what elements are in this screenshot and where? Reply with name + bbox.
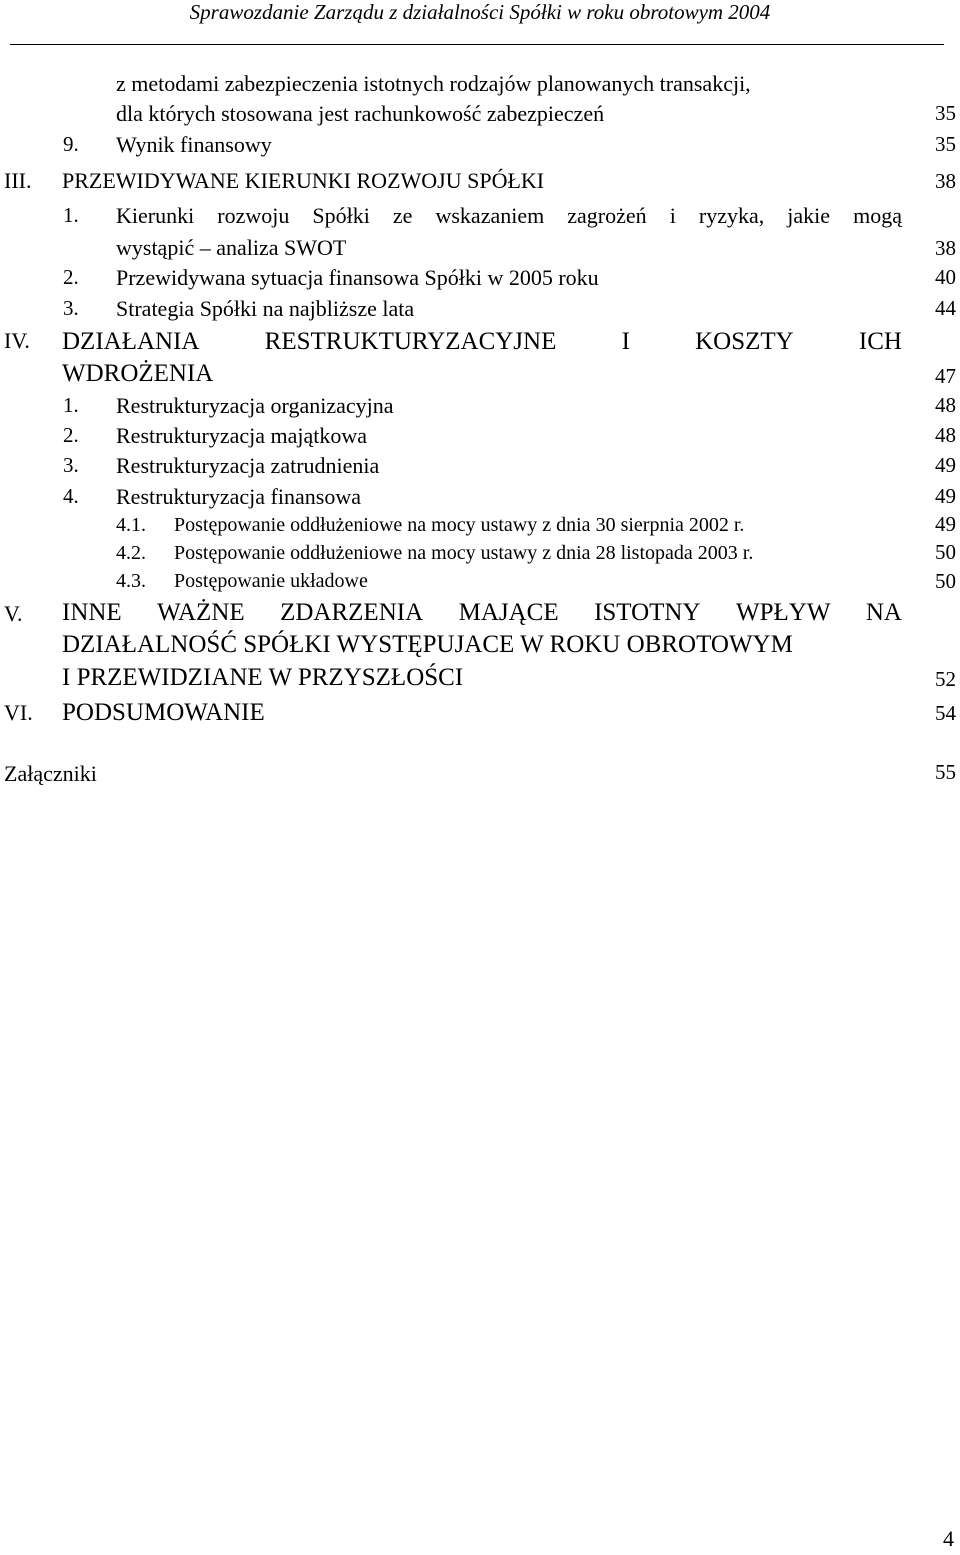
toc-page-number: 38	[935, 169, 956, 193]
toc-annex-title: Załączniki	[4, 761, 97, 786]
toc-word: INNE	[62, 599, 122, 626]
toc-section-title-line: I PRZEWIDZIANE W PRZYSZŁOŚCI	[62, 664, 464, 691]
toc-word: I	[621, 328, 630, 355]
toc-entry-number: 1.	[63, 203, 79, 227]
toc-section-title-line	[62, 600, 902, 625]
toc-entry-title: Przewidywana sytuacja finansowa Spółki w 2005 roku	[116, 265, 599, 290]
toc-page-number: 55	[935, 760, 956, 784]
toc-word: rozwoju	[217, 203, 290, 228]
toc-word: ryzyka,	[698, 203, 765, 228]
toc-word: RESTRUKTURYZACYJNE	[264, 328, 557, 355]
toc-entry-number: 9.	[63, 132, 79, 156]
toc-entry-title-line: dla których stosowana jest rachunkowość zabezpieczeń	[116, 101, 605, 126]
toc-entry-number: 3.	[63, 453, 79, 477]
toc-page-number: 49	[935, 484, 956, 508]
toc-page-number: 38	[935, 236, 956, 260]
toc-section-number: VI.	[4, 700, 33, 725]
toc-entry-title-line	[116, 205, 902, 227]
toc-entry-title: Restrukturyzacja finansowa	[116, 484, 361, 509]
toc-entry-number: 1.	[63, 393, 79, 417]
toc-entry-number: 2.	[63, 265, 79, 289]
toc-word: NA	[865, 599, 902, 626]
toc-section-title-line: DZIAŁALNOŚĆ SPÓŁKI WYSTĘPUJACE W ROKU OBROTOWYM	[62, 631, 793, 658]
toc-section-number: III.	[4, 168, 32, 193]
toc-entry-title: Wynik finansowy	[116, 132, 272, 157]
toc-subentry-title: Postępowanie układowe	[174, 570, 368, 592]
toc-word: ICH	[858, 328, 902, 355]
toc-page-number: 50	[935, 569, 956, 593]
toc-word: mogą	[853, 203, 902, 228]
toc-entry-title: Restrukturyzacja organizacyjna	[116, 393, 394, 418]
toc-word: i	[669, 203, 676, 228]
toc-word: jakie	[787, 203, 831, 228]
toc-subentry-number: 4.3.	[116, 570, 146, 592]
toc-word: Spółki	[312, 203, 370, 228]
toc-page-number: 52	[935, 667, 956, 691]
toc-page-number: 54	[935, 701, 956, 725]
toc-entry-title: Restrukturyzacja majątkowa	[116, 423, 368, 448]
toc-word: ISTOTNY	[594, 599, 701, 626]
toc-word: zagrożeń	[567, 203, 647, 228]
toc-subentry-number: 4.1.	[116, 514, 146, 536]
toc-entry-number: 4.	[63, 484, 79, 508]
toc-word: WPŁYW	[736, 599, 831, 626]
toc-entry-number: 2.	[63, 423, 79, 447]
toc-word: MAJĄCE	[458, 599, 559, 626]
toc-entry-title-line: z metodami zabezpieczenia istotnych rodzajów planowanych transakcji,	[116, 71, 751, 96]
toc-page-number: 48	[935, 393, 956, 417]
toc-word: Kierunki	[116, 203, 195, 228]
toc-section-number: V.	[4, 601, 23, 626]
toc-word: wskazaniem	[435, 203, 545, 228]
toc-section-title-line: WDROŻENIA	[62, 360, 214, 387]
page-number: 4	[943, 1526, 954, 1551]
toc-page-number: 50	[935, 540, 956, 564]
toc-page-number: 35	[935, 101, 956, 125]
header-rule	[10, 44, 944, 45]
toc-entry-title: Strategia Spółki na najbliższe lata	[116, 296, 415, 321]
toc-word: DZIAŁANIA	[62, 328, 200, 355]
page-header: Sprawozdanie Zarządu z działalności Spółki w roku obrotowym 2004	[189, 0, 771, 24]
toc-word: WAŻNE	[157, 599, 245, 626]
toc-page-number: 35	[935, 132, 956, 156]
toc-page-number: 49	[935, 453, 956, 477]
toc-subentry-title: Postępowanie oddłużeniowe na mocy ustawy z dnia 30 sierpnia 2002 r.	[174, 514, 745, 536]
toc-word: ZDARZENIA	[280, 599, 424, 626]
toc-section-title: PRZEWIDYWANE KIERUNKI ROZWOJU SPÓŁKI	[62, 168, 545, 193]
toc-page-number: 44	[935, 296, 956, 320]
toc-word: KOSZTY	[695, 328, 794, 355]
toc-subentry-number: 4.2.	[116, 542, 146, 564]
toc-entry-number: 3.	[63, 296, 79, 320]
toc-section-number: IV.	[4, 328, 30, 353]
toc-page-number: 47	[935, 364, 956, 388]
toc-page-number: 48	[935, 423, 956, 447]
toc-word: ze	[392, 203, 413, 228]
toc-section-title: PODSUMOWANIE	[62, 699, 265, 726]
toc-entry-title: Restrukturyzacja zatrudnienia	[116, 453, 380, 478]
toc-page-number: 40	[935, 265, 956, 289]
toc-subentry-title: Postępowanie oddłużeniowe na mocy ustawy z dnia 28 listopada 2003 r.	[174, 542, 754, 564]
toc-section-title-line	[62, 329, 902, 354]
toc-page-number: 49	[935, 512, 956, 536]
toc-entry-title-line: wystąpić – analiza SWOT	[116, 235, 347, 260]
